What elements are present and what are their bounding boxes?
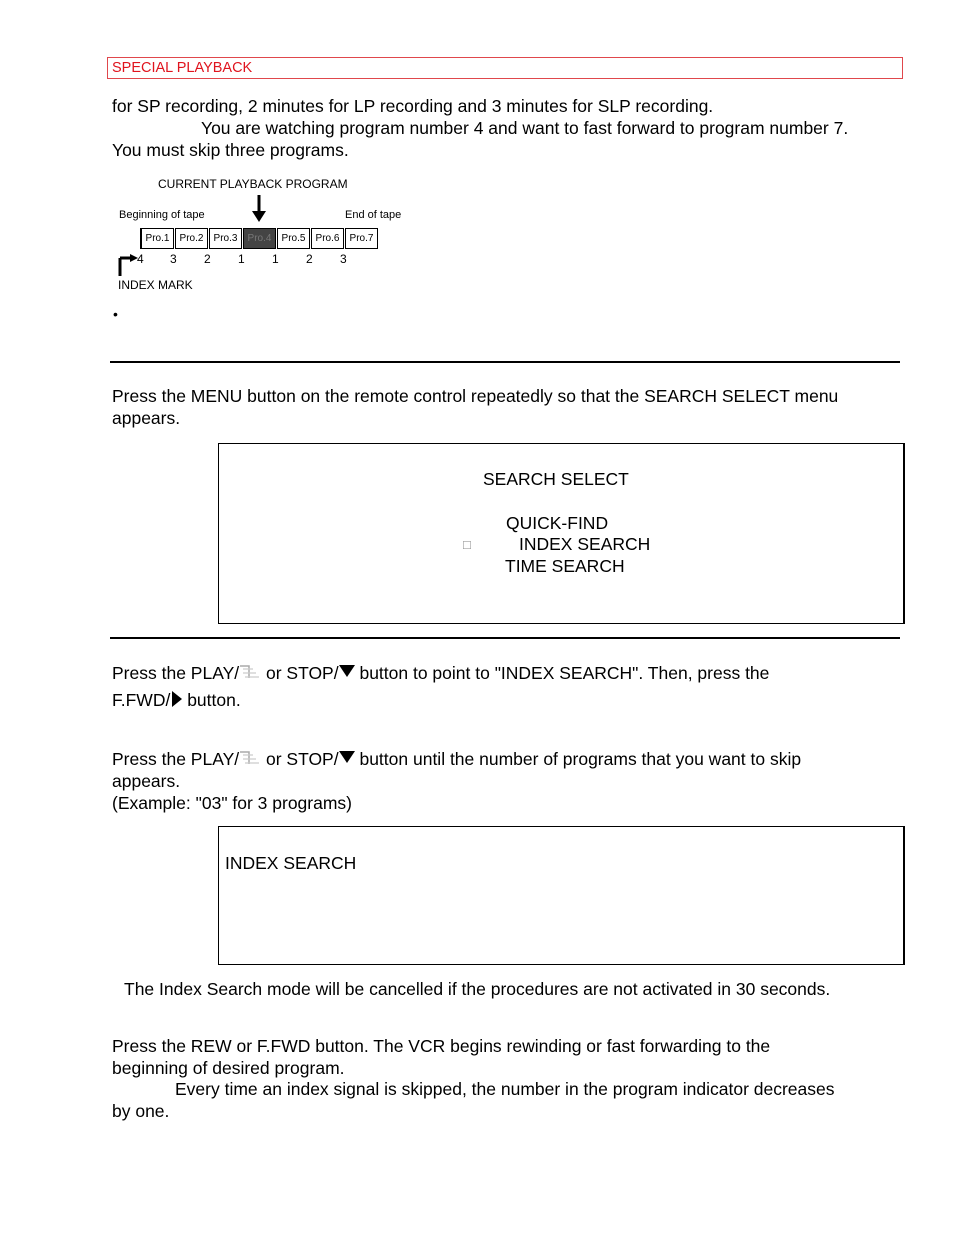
index-number: 3 <box>170 252 177 266</box>
step3-line-3: (Example: "03" for 3 programs) <box>112 793 353 813</box>
play-up-icon <box>239 663 261 681</box>
program-cell: Pro.1 <box>141 228 174 249</box>
bullet: • <box>113 306 118 322</box>
step2-text-c: button to point to "INDEX SEARCH". Then, press the <box>354 663 770 683</box>
index-number: 3 <box>340 252 347 266</box>
step4-line-3: Every time an index signal is skipped, the number in the program indicator decreases <box>175 1079 835 1099</box>
section-header: SPECIAL PLAYBACK <box>107 57 903 79</box>
program-cell: Pro.5 <box>277 228 310 249</box>
step3-text-c: button until the number of programs that you want to skip <box>354 749 802 769</box>
step1-line-2: appears. <box>112 408 181 428</box>
step3-line-2: appears. <box>112 771 181 791</box>
step3-text-b: or STOP/ <box>261 749 339 769</box>
index-number: 2 <box>306 252 313 266</box>
step2-text-d: F.FWD/ <box>112 690 171 710</box>
intro-line-2: You are watching program number 4 and want to fast forward to program number 7. <box>201 118 849 138</box>
step4-line-4: by one. <box>112 1101 170 1121</box>
search-select-title: SEARCH SELECT <box>483 469 629 489</box>
intro-line-3: You must skip three programs. <box>112 140 349 160</box>
stop-down-icon <box>339 665 355 677</box>
play-up-icon <box>239 749 261 767</box>
diagram-end-label: End of tape <box>345 209 402 221</box>
step2-line-1 <box>112 662 769 684</box>
menu-item-index-search: INDEX SEARCH <box>519 534 651 554</box>
step2-text-e: button. <box>182 690 241 710</box>
divider-2 <box>110 637 900 639</box>
program-cell: Pro.3 <box>209 228 242 249</box>
step2-line-2 <box>112 689 241 711</box>
index-search-title: INDEX SEARCH <box>225 853 357 873</box>
menu-item-quick-find: QUICK-FIND <box>506 513 609 533</box>
diagram-beginning-label: Beginning of tape <box>119 209 205 221</box>
stop-down-icon <box>339 751 355 763</box>
program-cell: Pro.6 <box>311 228 344 249</box>
step4-line-1: Press the REW or F.FWD button. The VCR begins rewinding or fast forwarding to the <box>112 1036 771 1056</box>
index-mark-label: INDEX MARK <box>118 278 193 292</box>
menu-item-time-search: TIME SEARCH <box>505 556 625 576</box>
step2-text-b: or STOP/ <box>261 663 339 683</box>
index-number: 4 <box>137 252 144 266</box>
program-cell: Pro.4 <box>243 228 276 249</box>
ffwd-right-icon <box>172 691 182 707</box>
step4-line-2: beginning of desired program. <box>112 1058 345 1078</box>
index-number: 1 <box>238 252 245 266</box>
menu-pointer-icon: □ <box>463 537 471 552</box>
step1-line-1: Press the MENU button on the remote control repeatedly so that the SEARCH SELECT menu <box>112 386 839 406</box>
timeout-note: The Index Search mode will be cancelled if the procedures are not activated in 30 seconds. <box>124 979 831 999</box>
intro-line-1: for SP recording, 2 minutes for LP recording and 3 minutes for SLP recording. <box>112 96 714 116</box>
index-number: 2 <box>204 252 211 266</box>
diagram-title: CURRENT PLAYBACK PROGRAM <box>158 177 348 191</box>
current-program-arrow-icon <box>250 195 268 223</box>
index-number: 1 <box>272 252 279 266</box>
program-cell: Pro.7 <box>345 228 378 249</box>
program-cell: Pro.2 <box>175 228 208 249</box>
divider-1 <box>110 361 900 363</box>
step3-line-1 <box>112 748 801 770</box>
index-search-screen <box>218 826 905 965</box>
step2-text-a: Press the PLAY/ <box>112 663 240 683</box>
step3-text-a: Press the PLAY/ <box>112 749 240 769</box>
